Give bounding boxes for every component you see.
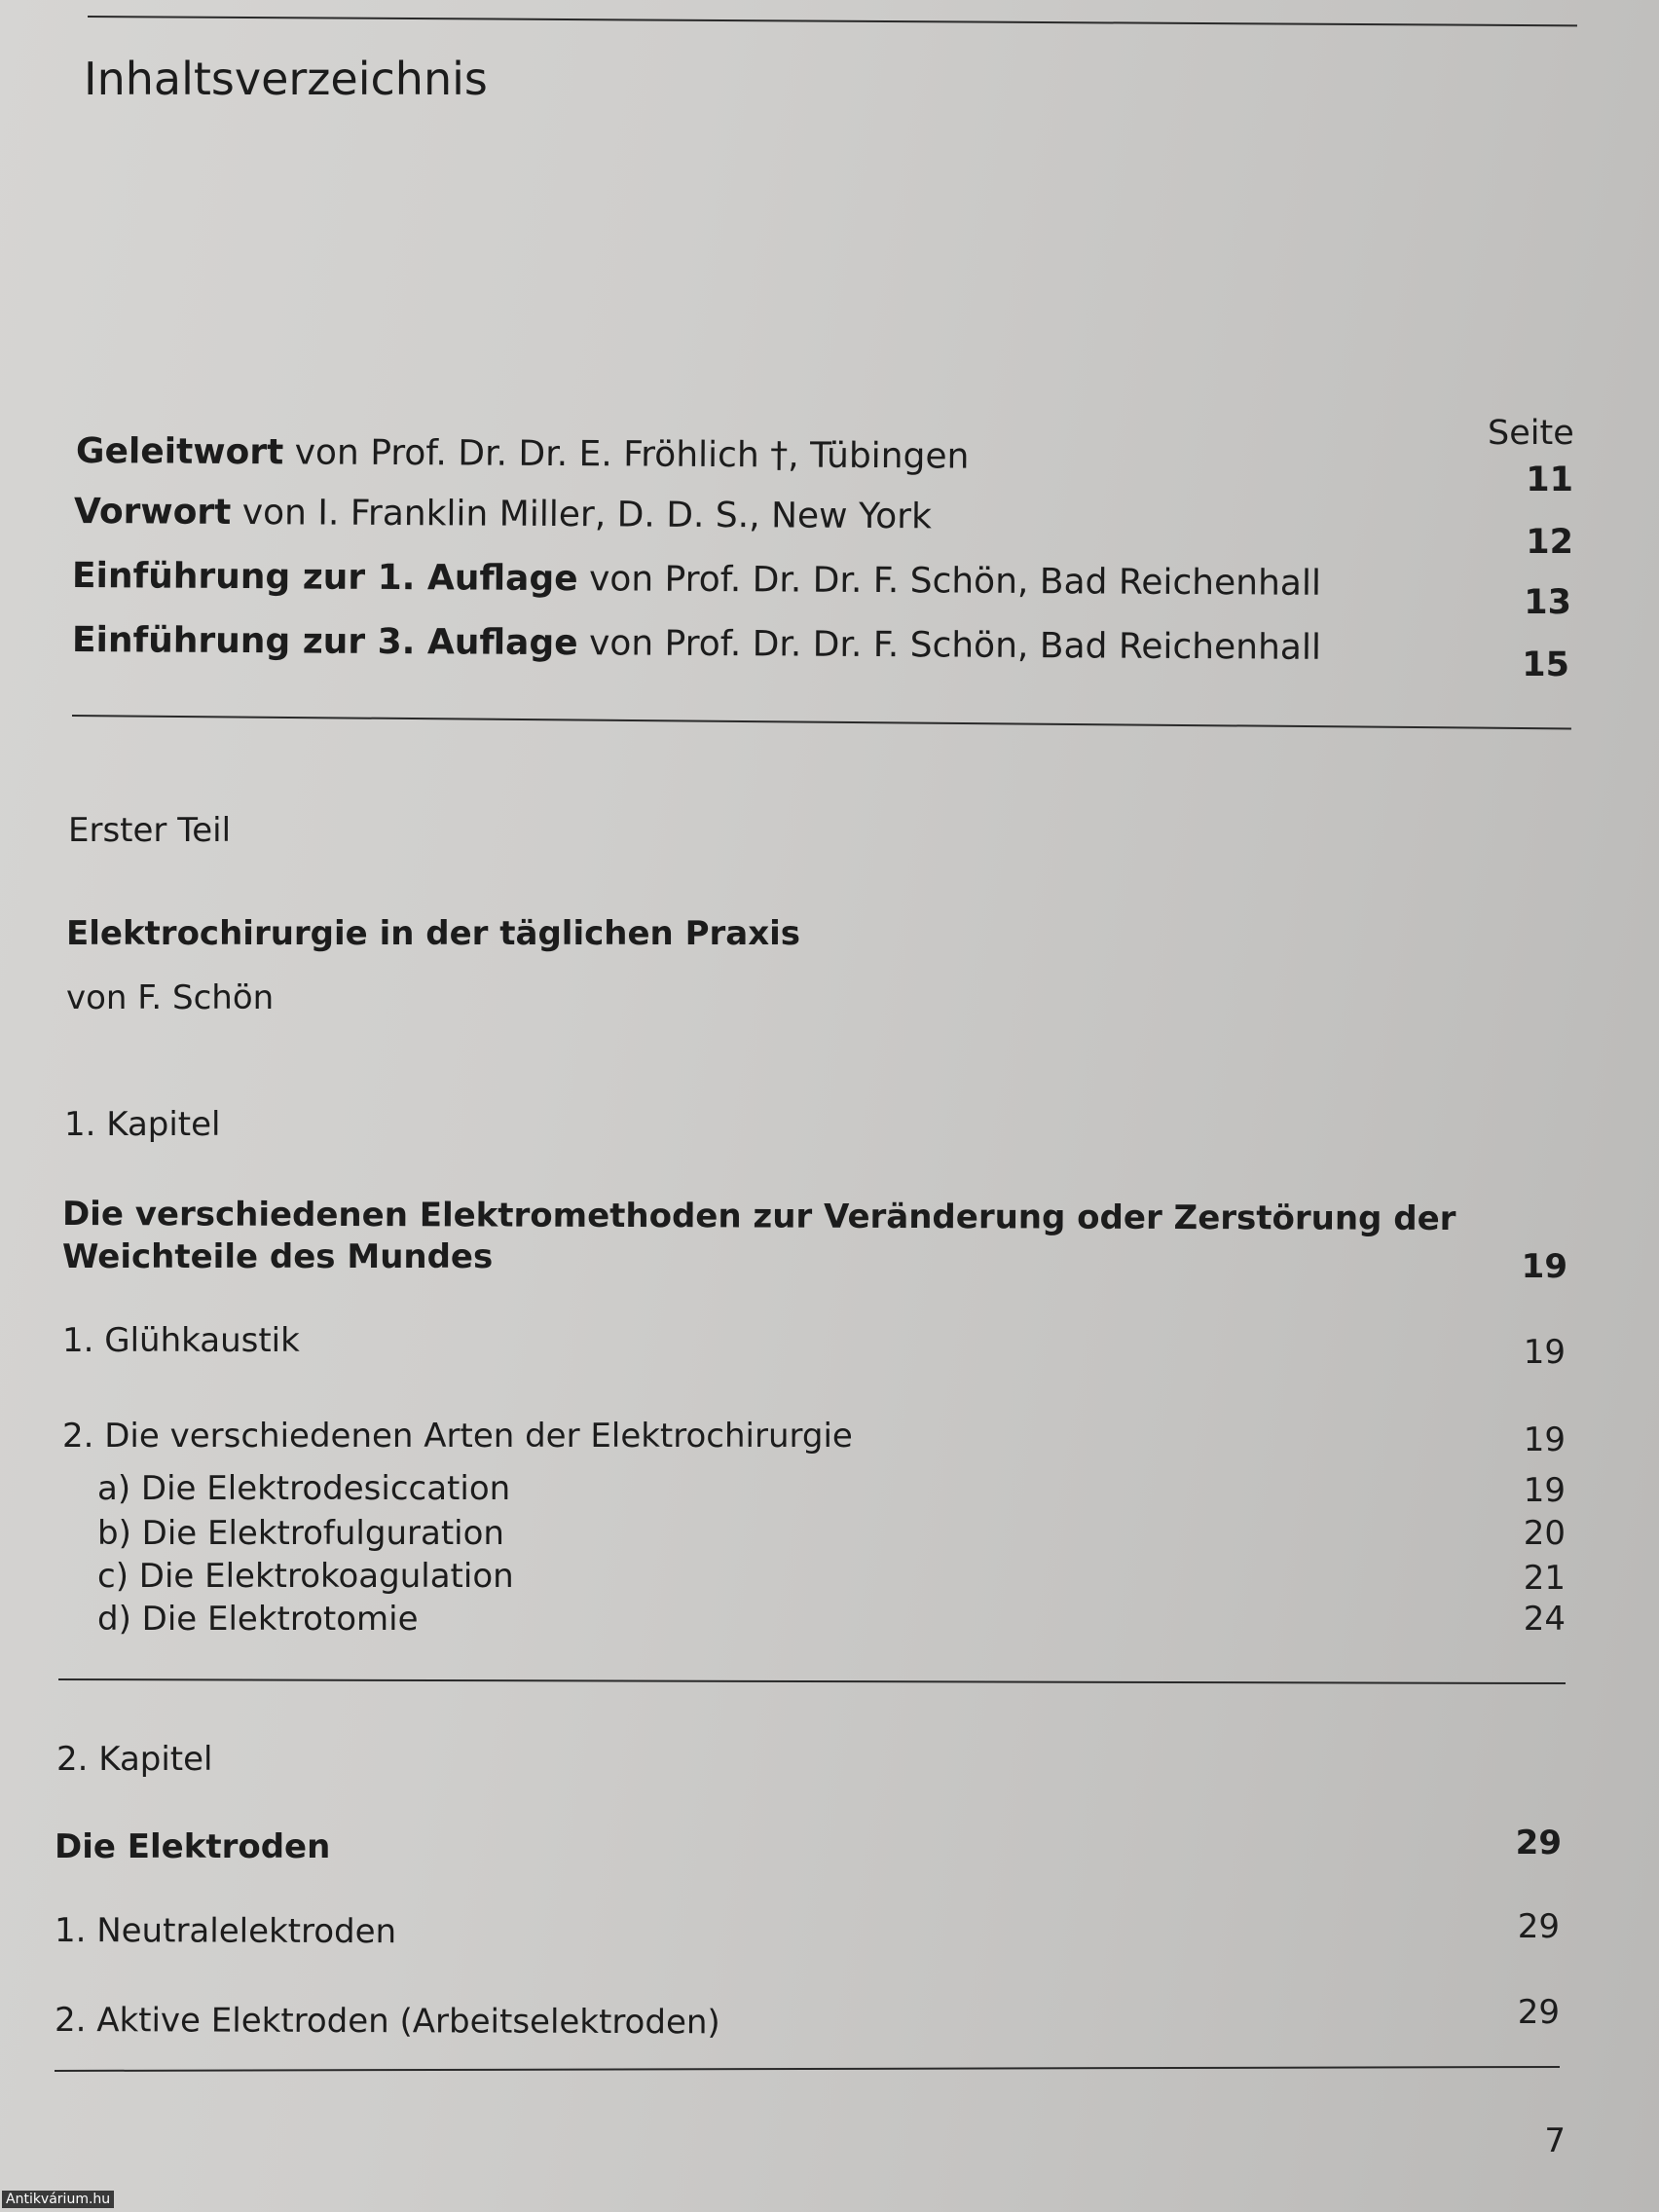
front-matter-entry [71, 620, 1322, 668]
chapter-title: Die verschiedenen Elektromethoden zur Veränderung oder Zerstörung der [61, 1195, 1456, 1238]
toc-subitem: d) Die Elektrotomie [97, 1600, 419, 1639]
page-title: Inhaltsverzeichnis [84, 53, 488, 105]
toc-subitem-page: 19 [1523, 1471, 1566, 1510]
front-matter-entry [71, 556, 1322, 604]
entry-page: 13 [1524, 583, 1571, 622]
toc-subitem-page: 24 [1523, 1600, 1566, 1639]
chapter-title: Die Elektroden [55, 1827, 331, 1866]
entry-page: 11 [1526, 461, 1573, 499]
chapter-title-continued: Weichteile des Mundes [62, 1237, 494, 1276]
entry-bold: Einführung zur 1. Auflage [71, 556, 578, 600]
bottom-rule [55, 2066, 1560, 2072]
part-label: Erster Teil [68, 811, 232, 850]
toc-subitem: c) Die Elektrokoagulation [97, 1557, 514, 1596]
top-rule [88, 16, 1577, 26]
front-matter-entry [75, 431, 970, 477]
toc-item-page: 19 [1523, 1420, 1566, 1459]
entry-page: 15 [1522, 645, 1569, 684]
entry-text: von Prof. Dr. Dr. E. Fröhlich †, Tübingen [283, 432, 970, 477]
entry-page: 12 [1526, 523, 1573, 562]
seite-label: Seite [1488, 414, 1574, 453]
toc-item: 2. Aktive Elektroden (Arbeitselektroden) [54, 2001, 720, 2043]
toc-item-page: 29 [1517, 1907, 1560, 1946]
toc-item: 2. Die verschiedenen Arten der Elektrochirurgie [62, 1417, 853, 1456]
front-matter-entry [73, 492, 933, 537]
entry-text: von Prof. Dr. Dr. F. Schön, Bad Reichenhall [577, 559, 1322, 604]
watermark: Antikvárium.hu [2, 2191, 114, 2208]
entry-bold: Geleitwort [75, 431, 284, 473]
part-author: von F. Schön [66, 978, 275, 1017]
part-title: Elektrochirurgie in der täglichen Praxis [66, 914, 801, 953]
toc-subitem-page: 20 [1523, 1514, 1566, 1553]
divider-rule [72, 715, 1571, 729]
toc-subitem-page: 21 [1523, 1559, 1566, 1598]
entry-bold: Vorwort [73, 492, 232, 533]
chapter-page: 29 [1515, 1824, 1562, 1862]
chapter-label: 2. Kapitel [56, 1740, 213, 1779]
entry-text: von Prof. Dr. Dr. F. Schön, Bad Reichenhall [577, 623, 1322, 668]
toc-item-page: 19 [1523, 1333, 1566, 1372]
toc-item-page: 29 [1517, 1993, 1560, 2032]
toc-item: 1. Neutralelektroden [54, 1911, 397, 1952]
chapter-page: 19 [1521, 1247, 1567, 1286]
toc-item: 1. Glühkaustik [62, 1321, 300, 1360]
chapter-label: 1. Kapitel [64, 1105, 221, 1144]
entry-text: von I. Franklin Miller, D. D. S., New York [231, 492, 933, 537]
divider-rule [58, 1678, 1566, 1684]
toc-subitem: b) Die Elektrofulguration [97, 1514, 504, 1553]
toc-subitem: a) Die Elektrodesiccation [97, 1469, 511, 1508]
entry-bold: Einführung zur 3. Auflage [71, 620, 578, 664]
page-number: 7 [1544, 2121, 1566, 2160]
